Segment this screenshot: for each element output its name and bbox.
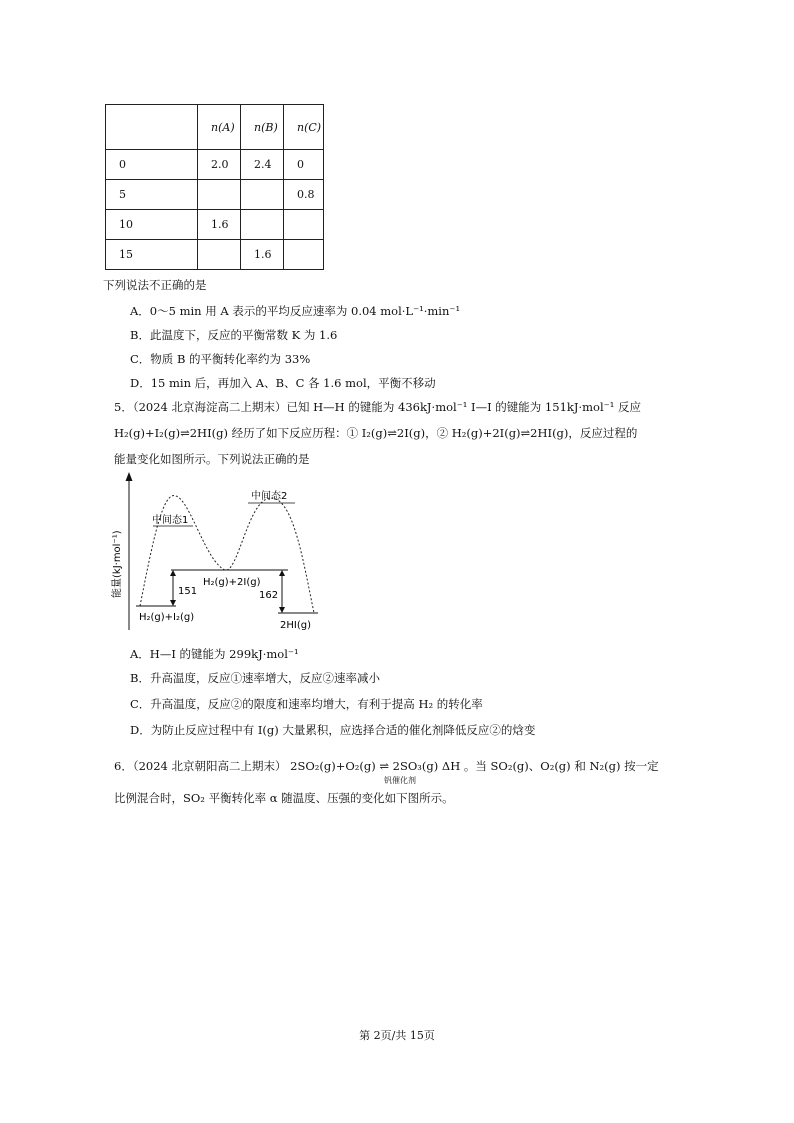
question-6-line2: 比例混合时，SO₂ 平衡转化率 α 随温度、压强的变化如下图所示。 xyxy=(114,791,454,805)
option-a: A．H—I 的键能为 299kJ·mol⁻¹ xyxy=(130,647,299,661)
table-cell: 0.8 xyxy=(284,180,324,210)
table-cell: 0 xyxy=(106,150,198,180)
table-cell: 1.6 xyxy=(241,240,284,270)
table-header-row xyxy=(106,105,324,150)
state1-label: 中间态1 xyxy=(152,515,189,526)
table-cell: 2.0 xyxy=(198,150,241,180)
question-5-line1: 5．（2024 北京海淀高二上期末）已知 H—H 的键能为 436kJ·mol⁻¹ I—I 的键能为 151kJ·mol⁻¹ 反应 xyxy=(114,400,641,414)
y-axis-label: 能量(kJ·mol⁻¹) xyxy=(112,530,123,598)
table-cell: 2.4 xyxy=(241,150,284,180)
state2-label: 中间态2 xyxy=(251,491,288,502)
table-header-cell: n(A) xyxy=(198,105,241,150)
option-c: C．物质 B 的平衡转化率约为 33% xyxy=(130,352,311,366)
table-cell: 5 xyxy=(106,180,198,210)
middle-label: H₂(g)+2I(g) xyxy=(203,577,261,588)
y-axis-arrow-icon xyxy=(126,472,133,481)
option-c: C．升高温度，反应②的限度和速率均增大，有利于提高 H₂ 的转化率 xyxy=(130,697,483,711)
table-cell: 10 xyxy=(106,210,198,240)
table-cell xyxy=(284,210,324,240)
arrow-head-icon xyxy=(279,570,285,576)
table-cell xyxy=(198,240,241,270)
energy-diagram xyxy=(108,470,328,640)
table-cell: 0 xyxy=(284,150,324,180)
table-cell xyxy=(241,180,284,210)
table-row xyxy=(106,180,324,210)
question-5-line3: 能量变化如图所示。下列说法正确的是 xyxy=(114,452,310,466)
question-6-line1: 6．（2024 北京朝阳高二上期末） 2SO₂(g)+O₂(g) ⇌ 2SO₃(g) ΔH 。当 SO₂(g)、O₂(g) 和 N₂(g) 按一定 xyxy=(114,759,659,773)
table-cell: 1.6 xyxy=(198,210,241,240)
question-5-line2: H₂(g)+I₂(g)⇌2HI(g) 经历了如下反应历程：① I₂(g)⇌2I(g)，② H₂(g)+2I(g)⇌2HI(g)，反应过程的 xyxy=(114,426,638,440)
table-header-cell: n(B) xyxy=(241,105,284,150)
table-row xyxy=(106,150,324,180)
table-cell xyxy=(198,180,241,210)
option-b: B．升高温度，反应①速率增大，反应②速率减小 xyxy=(130,671,380,685)
data-table xyxy=(105,104,324,270)
end-label: 2HI(g) xyxy=(280,620,311,631)
catalyst-label: 钒催化剂 xyxy=(384,776,416,785)
option-a: A．0～5 min 用 A 表示的平均反应速率为 0.04 mol·L⁻¹·min⁻¹ xyxy=(130,304,461,318)
table-row xyxy=(106,240,324,270)
table-cell: 15 xyxy=(106,240,198,270)
table-cell xyxy=(241,210,284,240)
reaction-path xyxy=(140,496,314,613)
question-stem: 下列说法不正确的是 xyxy=(103,278,207,292)
arrow-head-icon xyxy=(170,600,176,606)
page-footer: 第 2页/共 15页 xyxy=(359,1029,435,1042)
table-header-cell xyxy=(106,105,198,150)
energy-label-162: 162 xyxy=(259,590,279,601)
energy-label-151: 151 xyxy=(178,586,198,597)
option-d: D．为防止反应过程中有 I(g) 大量累积，应选择合适的催化剂降低反应②的焓变 xyxy=(130,723,536,737)
arrow-head-icon xyxy=(279,607,285,613)
table-cell xyxy=(284,240,324,270)
option-b: B．此温度下，反应的平衡常数 K 为 1.6 xyxy=(130,328,338,342)
table-header-cell: n(C) xyxy=(284,105,324,150)
start-label: H₂(g)+I₂(g) xyxy=(139,612,195,623)
table-row xyxy=(106,210,324,240)
option-d: D．15 min 后，再加入 A、B、C 各 1.6 mol，平衡不移动 xyxy=(130,376,436,390)
arrow-head-icon xyxy=(170,570,176,576)
